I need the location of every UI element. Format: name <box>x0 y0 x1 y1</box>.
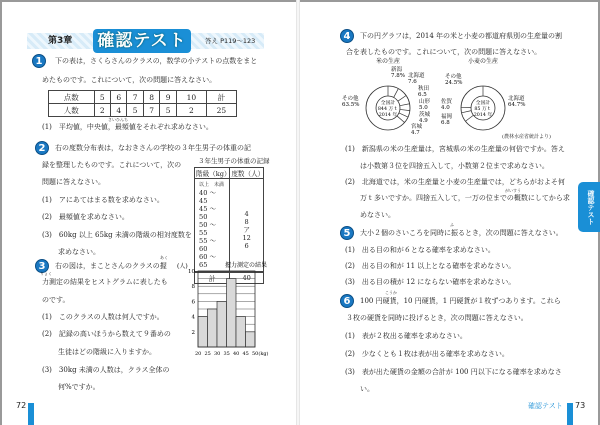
range-subheader: 以上 未満 <box>199 182 225 188</box>
frequency: 6 <box>244 242 249 250</box>
ruby: がいすう <box>505 188 521 193</box>
page-number-right: 73 <box>575 401 586 410</box>
class-range: 55 ～ 60 <box>199 237 217 253</box>
pie-title: 小麦の生産 <box>467 58 499 65</box>
table-cell: 5 <box>160 104 176 117</box>
pie-slice-name: 福岡 <box>441 114 453 120</box>
q6-text-line2: ３枚の硬貨を同時に投げるとき，次の問題に答えなさい。 <box>346 314 528 322</box>
q4-item-2-cont: 万ｔ多いですか。四捨五入して，一万の位までの概数にしてから求 <box>360 194 570 202</box>
table-cell: 4 <box>111 104 127 117</box>
pie-slice-value: 24.5% <box>445 80 463 86</box>
table-cell: 7 <box>127 91 143 104</box>
q4-item-1-cont: は小数第３位を四捨五入して，小数第２位まで求めなさい。 <box>360 162 549 170</box>
histogram-bar-40-45 <box>236 317 246 347</box>
q5-text-line1: 大小２個のさいころを同時に振るとき，次の問題に答えなさい。 <box>360 229 563 237</box>
pie-slice-name: 秋田 <box>418 86 430 92</box>
total-value: 40 <box>230 272 264 284</box>
histogram-bar-25-30 <box>208 309 218 347</box>
pie-slice-name: その他 <box>445 74 462 80</box>
q2-item-2: (2) 最頻値を求めなさい。 <box>42 213 129 221</box>
table-cell: 2 <box>176 104 206 117</box>
chart-title: 握力測定の結果 <box>225 262 268 269</box>
q4-item-2-cont2: めなさい。 <box>360 211 395 219</box>
q2-item-1: (1) アにあてはまる数を求めなさい。 <box>42 196 164 204</box>
pie-slice-value: 7.6 <box>408 79 417 85</box>
y-tick-label: 4 <box>191 314 195 321</box>
histogram-bar-30-35 <box>217 301 227 347</box>
side-tab[interactable]: 確認テスト <box>578 182 600 232</box>
frequency: ア <box>243 226 250 234</box>
q4-item-1: (1) 新潟県の米の生産量は，宮城県の米の生産量の何倍ですか。答え <box>345 145 565 153</box>
q3-item-2: (2) 記録の高いほうから数えて９番めの <box>42 330 171 338</box>
q4-text-line1: 下の円グラフは，2014 年の米と小麦の都道府県別の生産量の割 <box>360 32 563 40</box>
page-marker-right <box>567 403 573 425</box>
frequency: 12 <box>242 234 251 242</box>
q6-item-3-cont: い。 <box>360 385 374 393</box>
pie-center-label: 全国計 <box>380 101 396 106</box>
question-number-1: 1 <box>32 54 46 68</box>
histogram-bar-45-50 <box>246 332 256 347</box>
pie-slice-value: 5.0 <box>419 105 428 111</box>
q6-text-line1: 100 円硬貨，10 円硬貨，1 円硬貨が１枚ずつあります。これら <box>360 297 561 305</box>
pie-slice-value: 6.5 <box>418 92 427 98</box>
q2-item-3: (3) 60kg 以上 65kg 未満の階級の相対度数を <box>42 231 192 239</box>
pie-center-label: 85 万ｔ <box>474 107 492 112</box>
pie-slice-value: 64.7% <box>508 102 526 108</box>
y-tick-label: 2 <box>191 329 195 336</box>
y-axis-label: (人) <box>177 263 188 270</box>
table-header: 階級（kg） <box>195 168 230 179</box>
x-tick-label: 50(kg) <box>252 351 269 357</box>
table-cell: 2 <box>94 104 110 117</box>
pie-slice-value: 63.5% <box>342 102 360 108</box>
x-tick-label: 35 <box>223 351 230 357</box>
ruby: さいひんち <box>108 117 128 122</box>
y-tick-label: 10 <box>188 269 195 275</box>
y-tick-label: 8 <box>191 284 195 291</box>
q5-item-3: (3) 出る目の積が 12 にならない確率を求めなさい。 <box>345 278 516 286</box>
table-cell: 5 <box>94 91 110 104</box>
pie-slice-name: 茨城 <box>419 112 431 118</box>
footer-section-label: 確認テスト <box>528 402 563 410</box>
book-spine <box>296 0 300 425</box>
table-cell: 点数 <box>49 91 95 104</box>
q1-item-1: (1) 平均値，中央値，最頻値をそれぞれ求めなさい。 <box>42 123 213 131</box>
q3-item-3-cont: 何%ですか。 <box>58 383 100 391</box>
ruby: ふ <box>450 222 454 227</box>
histogram-bar-20-25 <box>198 317 208 347</box>
x-tick-label: 45 <box>242 351 249 357</box>
q4-text-line2: 合を表したものです。これについて，次の問題に答えなさい。 <box>346 48 542 56</box>
ruby: りょく <box>40 271 52 276</box>
page-marker-left <box>28 403 34 425</box>
total-label: 計 <box>195 272 230 284</box>
pie-slice-name: 北海道 <box>508 96 525 102</box>
q5-item-2: (2) 出る目の和が 11 以上となる確率を求めなさい。 <box>345 262 516 270</box>
frequency: 4 <box>244 210 249 218</box>
q2-text-line1: 右の度数分布表は，なおきさんの学校の３年生男子の体重の記 <box>55 144 251 152</box>
question-number-5: 5 <box>340 226 354 240</box>
table-cell: 5 <box>127 104 143 117</box>
q5-item-1: (1) 出る目の和が６となる確率を求めなさい。 <box>345 246 495 254</box>
q3-item-1: (1) このクラスの人数は何人ですか。 <box>42 313 164 321</box>
pie-slice-value: 4.7 <box>411 130 420 136</box>
q2-text-line3: 問題に答えなさい。 <box>42 178 105 186</box>
x-tick-label: 20 <box>195 351 202 357</box>
q2-item-3-cont: 求めなさい。 <box>58 248 100 256</box>
q3-text-line3: のです。 <box>42 296 70 304</box>
pie-slice-name: 北海道 <box>408 73 425 79</box>
q1-text-line2: めたものです。これについて，次の問題に答えなさい。 <box>42 76 217 84</box>
pie-slice-value: 7.8% <box>391 73 405 79</box>
pie-slice-name: 新潟 <box>391 67 403 73</box>
x-tick-label: 25 <box>204 351 211 357</box>
table-cell: 9 <box>160 91 176 104</box>
table-cell: 6 <box>111 91 127 104</box>
pie-slice-name: 山形 <box>419 99 431 105</box>
class-range: 40 ～ 45 <box>199 189 217 205</box>
table-cell: 25 <box>206 104 236 117</box>
class-range: 50 ～ 55 <box>199 221 217 237</box>
table-cell: 10 <box>176 91 206 104</box>
pie-center-label: 全国計 <box>475 101 491 106</box>
table-cell: 7 <box>143 104 159 117</box>
question-number-6: 6 <box>340 294 354 308</box>
frequency-table-caption: ３年生男子の体重の記録 <box>198 157 270 165</box>
pie-slice-name: 宮城 <box>411 124 423 130</box>
page-number-left: 72 <box>16 401 27 410</box>
answers-ref: 答え P119～123 <box>205 37 256 45</box>
q3-text-line2: 力測定の結果をヒストグラムに表したも <box>42 278 168 286</box>
q4-item-2: (2) 北海道では，米の生産量と小麦の生産量では，どちらがおよそ何 <box>345 178 565 186</box>
pie-slice-value: 6.8 <box>441 120 450 126</box>
table-header: 度数（人） <box>230 168 264 179</box>
table-cell: 計 <box>206 91 236 104</box>
question-number-4: 4 <box>340 29 354 43</box>
frequency: 8 <box>244 218 249 226</box>
q3-item-3: (3) 30kg 未満の人数は，クラス全体の <box>42 366 170 374</box>
score-table <box>48 90 237 117</box>
q6-item-1: (1) 表が２枚出る確率を求めなさい。 <box>345 332 467 340</box>
x-tick-label: 40 <box>233 351 240 357</box>
q3-text-line1: 右の図は，まことさんのクラスの握 <box>55 262 167 270</box>
y-tick-label: 6 <box>191 299 195 306</box>
pie-slice-name: 佐賀 <box>441 99 453 105</box>
pie-slice-name: その他 <box>342 96 359 102</box>
pie-charts <box>330 56 575 142</box>
x-tick-label: 30 <box>214 351 221 357</box>
q1-text-line1: 下の表は，さくらさんのクラスの，数学の小テストの点数をまと <box>55 57 258 65</box>
question-number-3: 3 <box>35 259 49 273</box>
q3-item-2-cont: 生徒はどの階級に入りますか。 <box>58 348 156 356</box>
pie-slice-value: 4.9 <box>419 118 428 124</box>
pie-title: 米の生産 <box>375 58 401 65</box>
histogram-chart <box>175 258 285 358</box>
q2-text-line2: 録を整理したものです。これについて，次の <box>42 161 182 169</box>
q6-item-3: (3) 表が出た硬貨の金額の合計が 100 円以下になる確率を求めなさ <box>345 368 562 376</box>
pie-center-label: 2014 年 <box>378 113 398 118</box>
ruby: こうか <box>385 290 397 295</box>
pie-slice-value: 4.0 <box>441 105 450 111</box>
pie-center-label: 2014 年 <box>473 113 493 118</box>
class-range: 60 ～ 65 <box>199 253 217 269</box>
ruby: あく <box>160 255 168 260</box>
table-cell: 人数 <box>49 104 95 117</box>
q6-item-2: (2) 少なくとも１枚は表が出る確率を求めなさい。 <box>345 350 509 358</box>
chapter-label: 第3章 <box>48 36 73 46</box>
question-number-2: 2 <box>35 141 49 155</box>
histogram-bar-35-40 <box>227 279 237 347</box>
table-row <box>49 104 237 117</box>
table-cell: 8 <box>143 91 159 104</box>
pie-center-label: 844 万ｔ <box>377 107 399 112</box>
source-note: (農林水産省統計より) <box>502 134 551 140</box>
class-range: 45 ～ 50 <box>199 205 217 221</box>
table-row <box>49 91 237 104</box>
page-title: 確認テスト <box>93 29 191 53</box>
